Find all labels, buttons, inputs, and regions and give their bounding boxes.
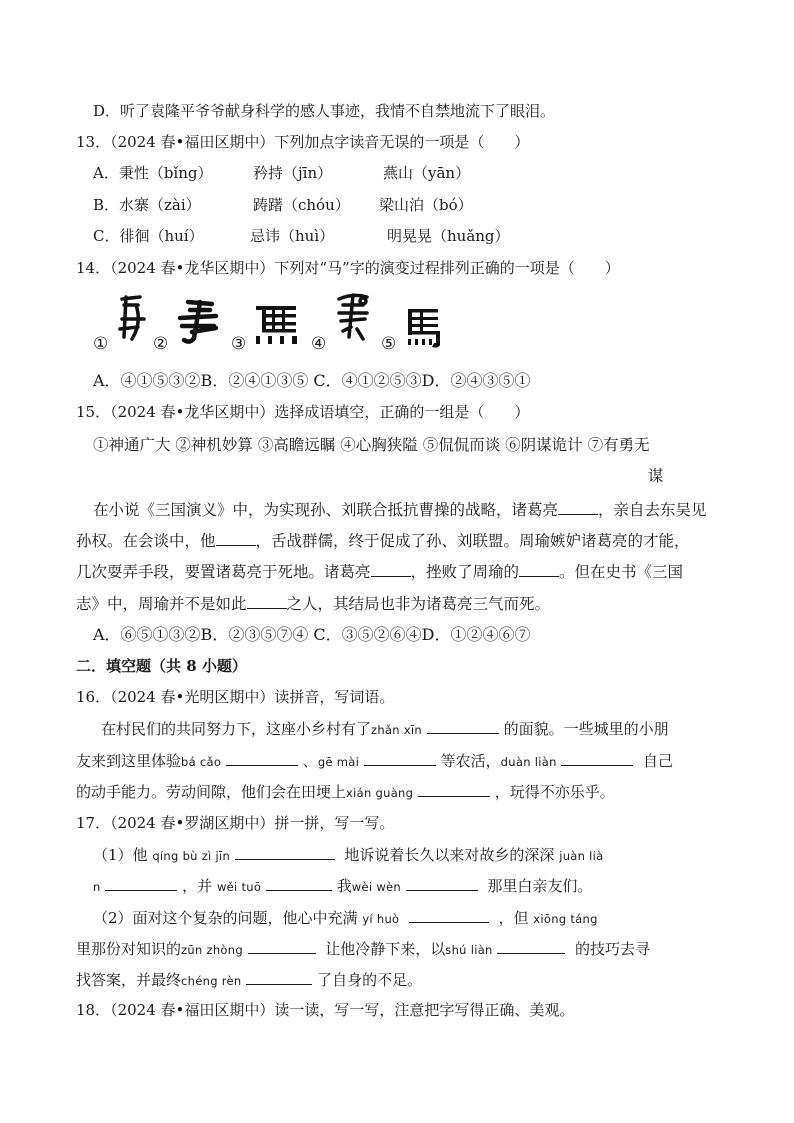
q17-blank-6[interactable] — [248, 937, 316, 954]
q17-line-2: n ，并 wěi tuō 我wèi wèn 那里白亲友们。 — [93, 874, 592, 898]
q17-blank-5[interactable] — [409, 906, 489, 923]
q16-line-2: 友来到这里体验bá cǎo 、gē mài 等农活，duàn liàn 自己 — [76, 749, 673, 773]
q15-passage-line-2: 孙权。在会谈中，他 ，舌战群儒，终于促成了孙、刘联盟。周瑜嫉妒诸葛亮的才能， — [76, 529, 690, 552]
q17-line-5: 找答案，并最终chéng rèn 了自身的不足。 — [76, 968, 422, 992]
q15-idiom-list-wrap: 谋 — [648, 467, 664, 485]
q16-blank-1[interactable] — [427, 717, 499, 734]
clerical-horse-glyph — [252, 304, 304, 346]
q15-blank-4[interactable] — [519, 560, 559, 577]
q14-label-2: ② — [153, 334, 169, 354]
q17-line-1: （1）他 qíng bù zì jīn 地诉说着长久以来对故乡的深深 juàn lià — [93, 843, 604, 867]
q15-blank-1[interactable] — [558, 498, 598, 515]
q17-stem: 17．（2024 春•罗湖区期中）拼一拼，写一写。 — [76, 814, 395, 832]
q15-idiom-list: ①神通广大 ②神机妙算 ③高瞻远瞩 ④心胸狭隘 ⑤侃侃而谈 ⑥阴谋诡计 ⑦有勇无 — [93, 436, 650, 454]
q14-label-4: ④ — [311, 334, 327, 354]
oracle-bone-horse-glyph — [114, 293, 148, 343]
q16-blank-3[interactable] — [364, 749, 436, 766]
q16-blank-2[interactable] — [226, 749, 298, 766]
q15-blank-3[interactable] — [371, 560, 411, 577]
q17-blank-2[interactable] — [105, 874, 177, 891]
q13-option-b: B．水寨（zài） 踌躇（chóu） 梁山泊（bó） — [93, 196, 473, 214]
seal-horse-glyph — [333, 291, 373, 347]
q17-blank-3[interactable] — [266, 874, 332, 891]
q17-line-3: （2）面对这个复杂的问题，他心中充满 yí huò ，但 xiōng táng — [93, 906, 598, 930]
q15-blank-2[interactable] — [216, 529, 256, 546]
q15-stem: 15．（2024 春•龙华区期中）选择成语填空，正确的一组是（ ） — [76, 403, 530, 421]
q12-option-d: D．听了袁隆平爷爷献身科学的感人事迹，我情不自禁地流下了眼泪。 — [93, 102, 556, 120]
q15-blank-5[interactable] — [247, 592, 287, 609]
regular-horse-glyph — [402, 307, 446, 349]
q15-options: A．⑥⑤①③②B．②③⑤⑦④ C．③⑤②⑥④D．①②④⑥⑦ — [93, 625, 531, 644]
q15-passage-line-4: 志》中，周瑜并不是如此 之人，其结局也非为诸葛亮三气而死。 — [76, 592, 550, 615]
q14-label-5: ⑤ — [381, 334, 397, 354]
q13-option-c: C．徘徊（huí） 忌讳（huì） 明晃晃（huǎng） — [93, 227, 510, 245]
q16-line-3: 的动手能力。劳动间隙，他们会在田埂上xián guàng ，玩得不亦乐乎。 — [76, 780, 615, 804]
q13-option-a: A．秉性（bǐng） 矜持（jīn） 燕山（yān） — [93, 164, 471, 182]
section-2-title: 二．填空题（共 8 小题） — [76, 657, 247, 675]
q18-stem: 18．（2024 春•福田区期中）读一读，写一写，注意把字写得正确、美观。 — [76, 1001, 575, 1019]
q13-stem: 13．（2024 春•福田区期中）下列加点字读音无误的一项是（ ） — [76, 133, 530, 151]
q16-blank-4[interactable] — [561, 749, 633, 766]
q15-passage-line-1: 在小说《三国演义》中，为实现孙、刘联合抵抗曹操的战略，诸葛亮 ，亲自去东吴见 — [93, 498, 707, 521]
q14-stem: 14．（2024 春•龙华区期中）下列对“马”字的演变过程排列正确的一项是（ ） — [76, 259, 620, 277]
q14-label-1: ① — [93, 334, 109, 354]
q15-passage-line-3: 几次耍弄手段，要置诸葛亮于死地。诸葛亮 ，挫败了周瑜的 。但在史书《三国 — [76, 560, 683, 583]
q17-blank-1[interactable] — [235, 843, 335, 860]
bronze-horse-glyph — [176, 298, 222, 346]
q14-label-3: ③ — [231, 334, 247, 354]
q17-line-4: 里那份对知识的zūn zhòng 让他冷静下来，以shú liàn 的技巧去寻 — [76, 937, 650, 961]
q14-options: A．④①⑤③②B．②④①③⑤ C．④①②⑤③D．②④③⑤① — [93, 371, 531, 390]
q17-blank-8[interactable] — [246, 968, 312, 985]
q16-line-1: 在村民们的共同努力下，这座小乡村有了zhǎn xīn 的面貌。一些城里的小朋 — [101, 717, 669, 741]
q17-blank-4[interactable] — [406, 874, 478, 891]
q16-blank-5[interactable] — [418, 780, 490, 797]
q16-stem: 16．（2024 春•光明区期中）读拼音，写词语。 — [76, 688, 395, 706]
q17-blank-7[interactable] — [497, 937, 565, 954]
